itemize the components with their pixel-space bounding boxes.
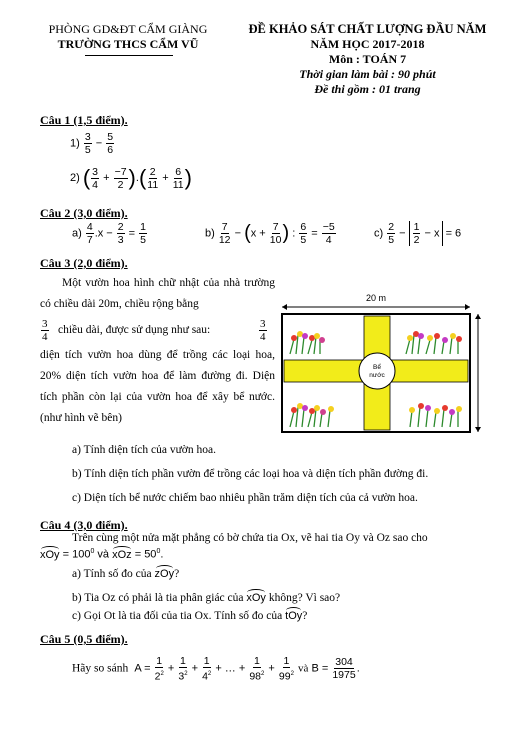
q4-part-b: b) Tia Oz có phải là tia phân giác của xOy không? Vì sao? [72,592,341,604]
exam-title: ĐỀ KHẢO SÁT CHẤT LƯỢNG ĐẦU NĂM [248,22,487,36]
school-name: TRƯỜNG THCS CẨM VŨ [57,37,199,51]
q4-part-a: a) Tính số đo của zOy? [72,568,180,580]
page-count: Đề thi gồm : 01 trang [314,82,421,96]
garden-figure [280,287,495,435]
q3-fraction-right: $\frac{3}{4}$ [260,318,266,343]
q3-paragraph-2: chiều dài, được sử dụng như sau: [58,324,211,336]
figure-dimension-label: 20 m [365,293,387,303]
q2-equation-a: a) $\frac{4}{7}$ .x − $\frac{2}{3}$ = $\frac{1}{5}$ [72,221,147,246]
department-name: PHÒNG GD&ĐT CẨM GIÀNG [48,22,208,36]
header-underline [85,55,173,56]
q4-part-c: c) Gọi Ot là tia đối của tia Ox. Tính số đo của tOy? [72,610,308,622]
q3-paragraph-3: diện tích vườn hoa dùng để trồng các loại hoa, 20% diện tích vườn hoa để làm đường đi. Diện tích phần còn lại của vườn hoa để xây bể nước. (như hình vẽ bên) [40,349,275,424]
question-3-title: Câu 3 (2,0 điểm). [40,256,128,270]
q1-expression-2: 2) ( $\frac{3}{4}$ + $\frac{-7}{2}$ ).( $\frac{2}{11}$ + $\frac{6}{11}$ ) [70,165,192,191]
q2-equation-c: c) $\frac{2}{5}$ − $\frac{1}{2}$ − x = 6 [374,221,462,246]
q3-fraction-left: $\frac{3}{4}$ [42,318,48,343]
q3-part-c: c) Diện tích bể nước chiếm bao nhiêu phần trăm diện tích của cả vườn hoa. [72,492,418,504]
q4-given-angles: xOy = $100^0$ và xOz = $50^0$. [40,548,164,561]
pool-label-1: Bể [373,364,381,371]
q3-part-a: a) Tính diện tích của vườn hoa. [72,444,216,456]
exam-time: Thời gian làm bài : 90 phút [299,67,436,81]
q2-equation-b: b) $\frac{7}{12}$ − (x + $\frac{7}{10}$ ) : $\frac{6}{5}$ = $\frac{-5}{4}$ [205,221,335,246]
school-year: NĂM HỌC 2017-2018 [310,37,425,51]
question-2-title: Câu 2 (3,0 điểm). [40,206,128,220]
question-4-title: Câu 4 (3,0 điểm). [40,518,128,532]
subject: Môn : TOÁN 7 [328,52,407,66]
q5-comparison: Hãy so sánh A = $\frac{1}{2^2}$ + $\frac{1}{3^2}$ + $\frac{1}{4^2}$ + … + $\frac{1}{98^2}$ + $\frac{1}{99^2}$ và B = $\frac{304}{1975}$ . [72,655,360,683]
question-5-title: Câu 5 (0,5 điểm). [40,632,128,646]
pool-label-2: nước [369,372,385,379]
q1-expression-1: 1) $\frac{3}{5}$ − $\frac{5}{6}$ [70,131,114,156]
q3-part-b: b) Tính diện tích phần vườn để trồng các loại hoa và diện tích phần đường đi. [72,468,429,480]
q4-intro: Trên cùng một nửa mặt phẳng có bờ chứa tia Ox, vẽ hai tia Oy và Oz sao cho [72,532,428,544]
q3-paragraph-1: Một vườn hoa hình chữ nhật của nhà trường có chiều dài 20m, chiều rộng bằng [40,277,275,310]
question-1-title: Câu 1 (1,5 điểm). [40,113,128,127]
